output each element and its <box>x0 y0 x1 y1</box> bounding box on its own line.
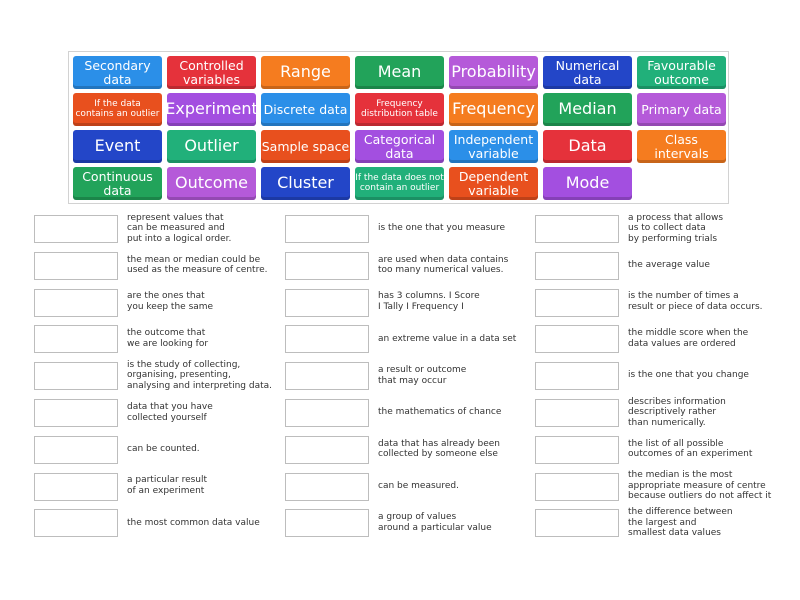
match-description: has 3 columns. I Score I Tally I Frequency I <box>378 291 480 313</box>
drop-target-box[interactable] <box>34 399 118 427</box>
drop-target-box[interactable] <box>535 399 619 427</box>
drop-target-box[interactable] <box>535 289 619 317</box>
answer-tile-label: Range <box>280 62 331 82</box>
answer-tile[interactable] <box>637 93 726 126</box>
answer-tile[interactable] <box>261 130 350 163</box>
answer-tile[interactable] <box>167 93 256 126</box>
drop-target-box[interactable] <box>285 289 369 317</box>
drop-target-box[interactable] <box>535 436 619 464</box>
drop-target-box[interactable] <box>285 362 369 390</box>
match-description: a result or outcome that may occur <box>378 365 467 386</box>
match-description: a group of values around a particular value <box>378 512 492 533</box>
match-row <box>285 322 535 355</box>
match-description: the median is the most appropriate measure of centre because outliers do not affect it <box>628 470 772 502</box>
match-row <box>285 433 535 466</box>
answer-tile-label: Independent variable <box>453 132 534 161</box>
answer-tile-label: Secondary data <box>84 58 151 87</box>
match-row <box>34 506 284 539</box>
answer-tile[interactable] <box>543 167 632 200</box>
match-row <box>34 322 284 355</box>
match-description: can be measured. <box>378 480 459 491</box>
match-description: the mean or median could be used as the measure of centre. <box>127 254 268 276</box>
match-row <box>535 359 785 392</box>
match-description: are used when data contains too many numerical values. <box>378 254 509 276</box>
answer-tile-bank <box>68 51 729 204</box>
drop-target-box[interactable] <box>535 252 619 280</box>
match-description: is the number of times a result or piece of data occurs. <box>628 291 763 313</box>
match-description: the mathematics of chance <box>378 407 502 418</box>
match-row <box>285 470 535 503</box>
match-row <box>535 433 785 466</box>
match-column-3 <box>535 212 785 552</box>
answer-tile-label: Cluster <box>277 173 334 193</box>
answer-tile[interactable] <box>261 167 350 200</box>
answer-tile-label: Controlled variables <box>179 58 244 87</box>
answer-tile-label: Discrete data <box>263 101 348 117</box>
match-description: describes information descriptively rather than numerically. <box>628 396 726 428</box>
answer-tile[interactable] <box>167 130 256 163</box>
answer-tile-label: Mode <box>565 173 610 193</box>
drop-target-box[interactable] <box>34 362 118 390</box>
answer-tile[interactable] <box>73 167 162 200</box>
match-row <box>535 286 785 319</box>
drop-target-box[interactable] <box>34 289 118 317</box>
answer-tile[interactable] <box>73 93 162 126</box>
answer-tile-label: Sample space <box>261 138 350 154</box>
answer-tile[interactable] <box>355 130 444 163</box>
answer-tile-label: Outcome <box>174 173 249 193</box>
match-description: data that you have collected yourself <box>127 401 213 423</box>
match-description: the difference between the largest and smallest data values <box>628 506 733 539</box>
answer-tile[interactable] <box>355 56 444 89</box>
answer-tile-label: Primary data <box>641 101 722 117</box>
answer-tile-label: Event <box>94 136 141 156</box>
answer-tile-label: Outlier <box>184 136 239 156</box>
answer-tile-label: If the data does not contain an outlier <box>355 173 444 193</box>
drop-target-box[interactable] <box>285 399 369 427</box>
match-row <box>535 322 785 355</box>
match-description: can be counted. <box>127 443 200 454</box>
answer-tile[interactable] <box>261 56 350 89</box>
match-row <box>285 396 535 429</box>
match-row <box>34 396 284 429</box>
answer-tile-label: Categorical data <box>363 132 436 161</box>
match-column-1 <box>34 212 284 552</box>
match-description: data that has already been collected by someone else <box>378 438 501 460</box>
match-description: is the one that you change <box>628 370 749 381</box>
drop-target-box[interactable] <box>34 252 118 280</box>
match-row <box>535 249 785 282</box>
answer-tile-label: Dependent variable <box>458 169 529 198</box>
match-row <box>34 286 284 319</box>
match-description: represent values that can be measured and put into a logical order. <box>127 212 232 244</box>
drop-target-box[interactable] <box>34 436 118 464</box>
answer-tile[interactable] <box>355 93 444 126</box>
match-row <box>535 212 785 245</box>
answer-tile-label: Class intervals <box>654 132 709 161</box>
answer-tile-label: Data <box>568 136 607 156</box>
drop-target-box[interactable] <box>535 325 619 353</box>
match-description: the average value <box>628 259 710 270</box>
drop-target-box[interactable] <box>285 252 369 280</box>
answer-tile-label: Experiment <box>165 99 258 119</box>
match-row <box>285 286 535 319</box>
match-row <box>285 359 535 392</box>
match-row <box>285 506 535 539</box>
match-row <box>535 470 785 503</box>
match-description: the most common data value <box>127 517 260 528</box>
answer-tile-label: Favourable outcome <box>647 58 716 87</box>
match-row <box>34 359 284 392</box>
answer-tile[interactable] <box>449 56 538 89</box>
drop-target-box[interactable] <box>285 436 369 464</box>
match-row <box>34 433 284 466</box>
match-description: a particular result of an experiment <box>127 475 208 497</box>
match-description: are the ones that you keep the same <box>127 291 214 313</box>
answer-tile[interactable] <box>449 130 538 163</box>
answer-tile-label: Frequency <box>452 99 535 119</box>
answer-tile[interactable] <box>637 130 726 163</box>
drop-target-box[interactable] <box>535 509 619 537</box>
answer-tile[interactable] <box>543 93 632 126</box>
match-description: the list of all possible outcomes of an experiment <box>628 438 753 460</box>
answer-tile-label: Probability <box>451 62 536 82</box>
answer-tile[interactable] <box>449 93 538 126</box>
answer-tile[interactable] <box>449 167 538 200</box>
match-description: an extreme value in a data set <box>378 333 517 344</box>
answer-tile[interactable] <box>543 130 632 163</box>
match-row <box>535 506 785 539</box>
drop-target-box[interactable] <box>34 509 118 537</box>
answer-tile[interactable] <box>73 130 162 163</box>
answer-tile[interactable] <box>261 93 350 126</box>
match-column-2 <box>285 212 535 552</box>
match-row <box>34 470 284 503</box>
drop-target-box[interactable] <box>285 215 369 243</box>
drop-target-box[interactable] <box>535 362 619 390</box>
match-description: a process that allows us to collect data by performing trials <box>628 212 724 244</box>
answer-tile[interactable] <box>167 167 256 200</box>
drop-target-box[interactable] <box>535 215 619 243</box>
match-row <box>34 249 284 282</box>
answer-tile[interactable] <box>543 56 632 89</box>
drop-target-box[interactable] <box>285 509 369 537</box>
answer-tile[interactable] <box>167 56 256 89</box>
match-row <box>285 212 535 245</box>
match-row <box>285 249 535 282</box>
match-description: the outcome that we are looking for <box>127 328 209 349</box>
drop-target-box[interactable] <box>34 325 118 353</box>
drop-target-box[interactable] <box>285 325 369 353</box>
match-description: the middle score when the data values are ordered <box>628 328 749 349</box>
drop-target-box[interactable] <box>34 215 118 243</box>
match-description: is the one that you measure <box>378 223 506 234</box>
answer-tile[interactable] <box>355 167 444 200</box>
answer-tile-label: Mean <box>377 62 422 82</box>
drop-target-box[interactable] <box>34 473 118 501</box>
answer-tile-label: Continuous data <box>82 169 153 198</box>
drop-target-box[interactable] <box>285 473 369 501</box>
answer-tile-label: Numerical data <box>555 58 620 87</box>
answer-tile[interactable] <box>637 56 726 89</box>
answer-tile-label: Median <box>558 99 617 119</box>
match-row <box>535 396 785 429</box>
answer-tile-label: If the data contains an outlier <box>75 99 160 119</box>
match-row <box>34 212 284 245</box>
answer-tile-label: Frequency distribution table <box>361 99 438 119</box>
drop-target-box[interactable] <box>535 473 619 501</box>
answer-tile[interactable] <box>73 56 162 89</box>
match-description: is the study of collecting, organising, presenting, analysing and interpreting data. <box>127 359 272 391</box>
